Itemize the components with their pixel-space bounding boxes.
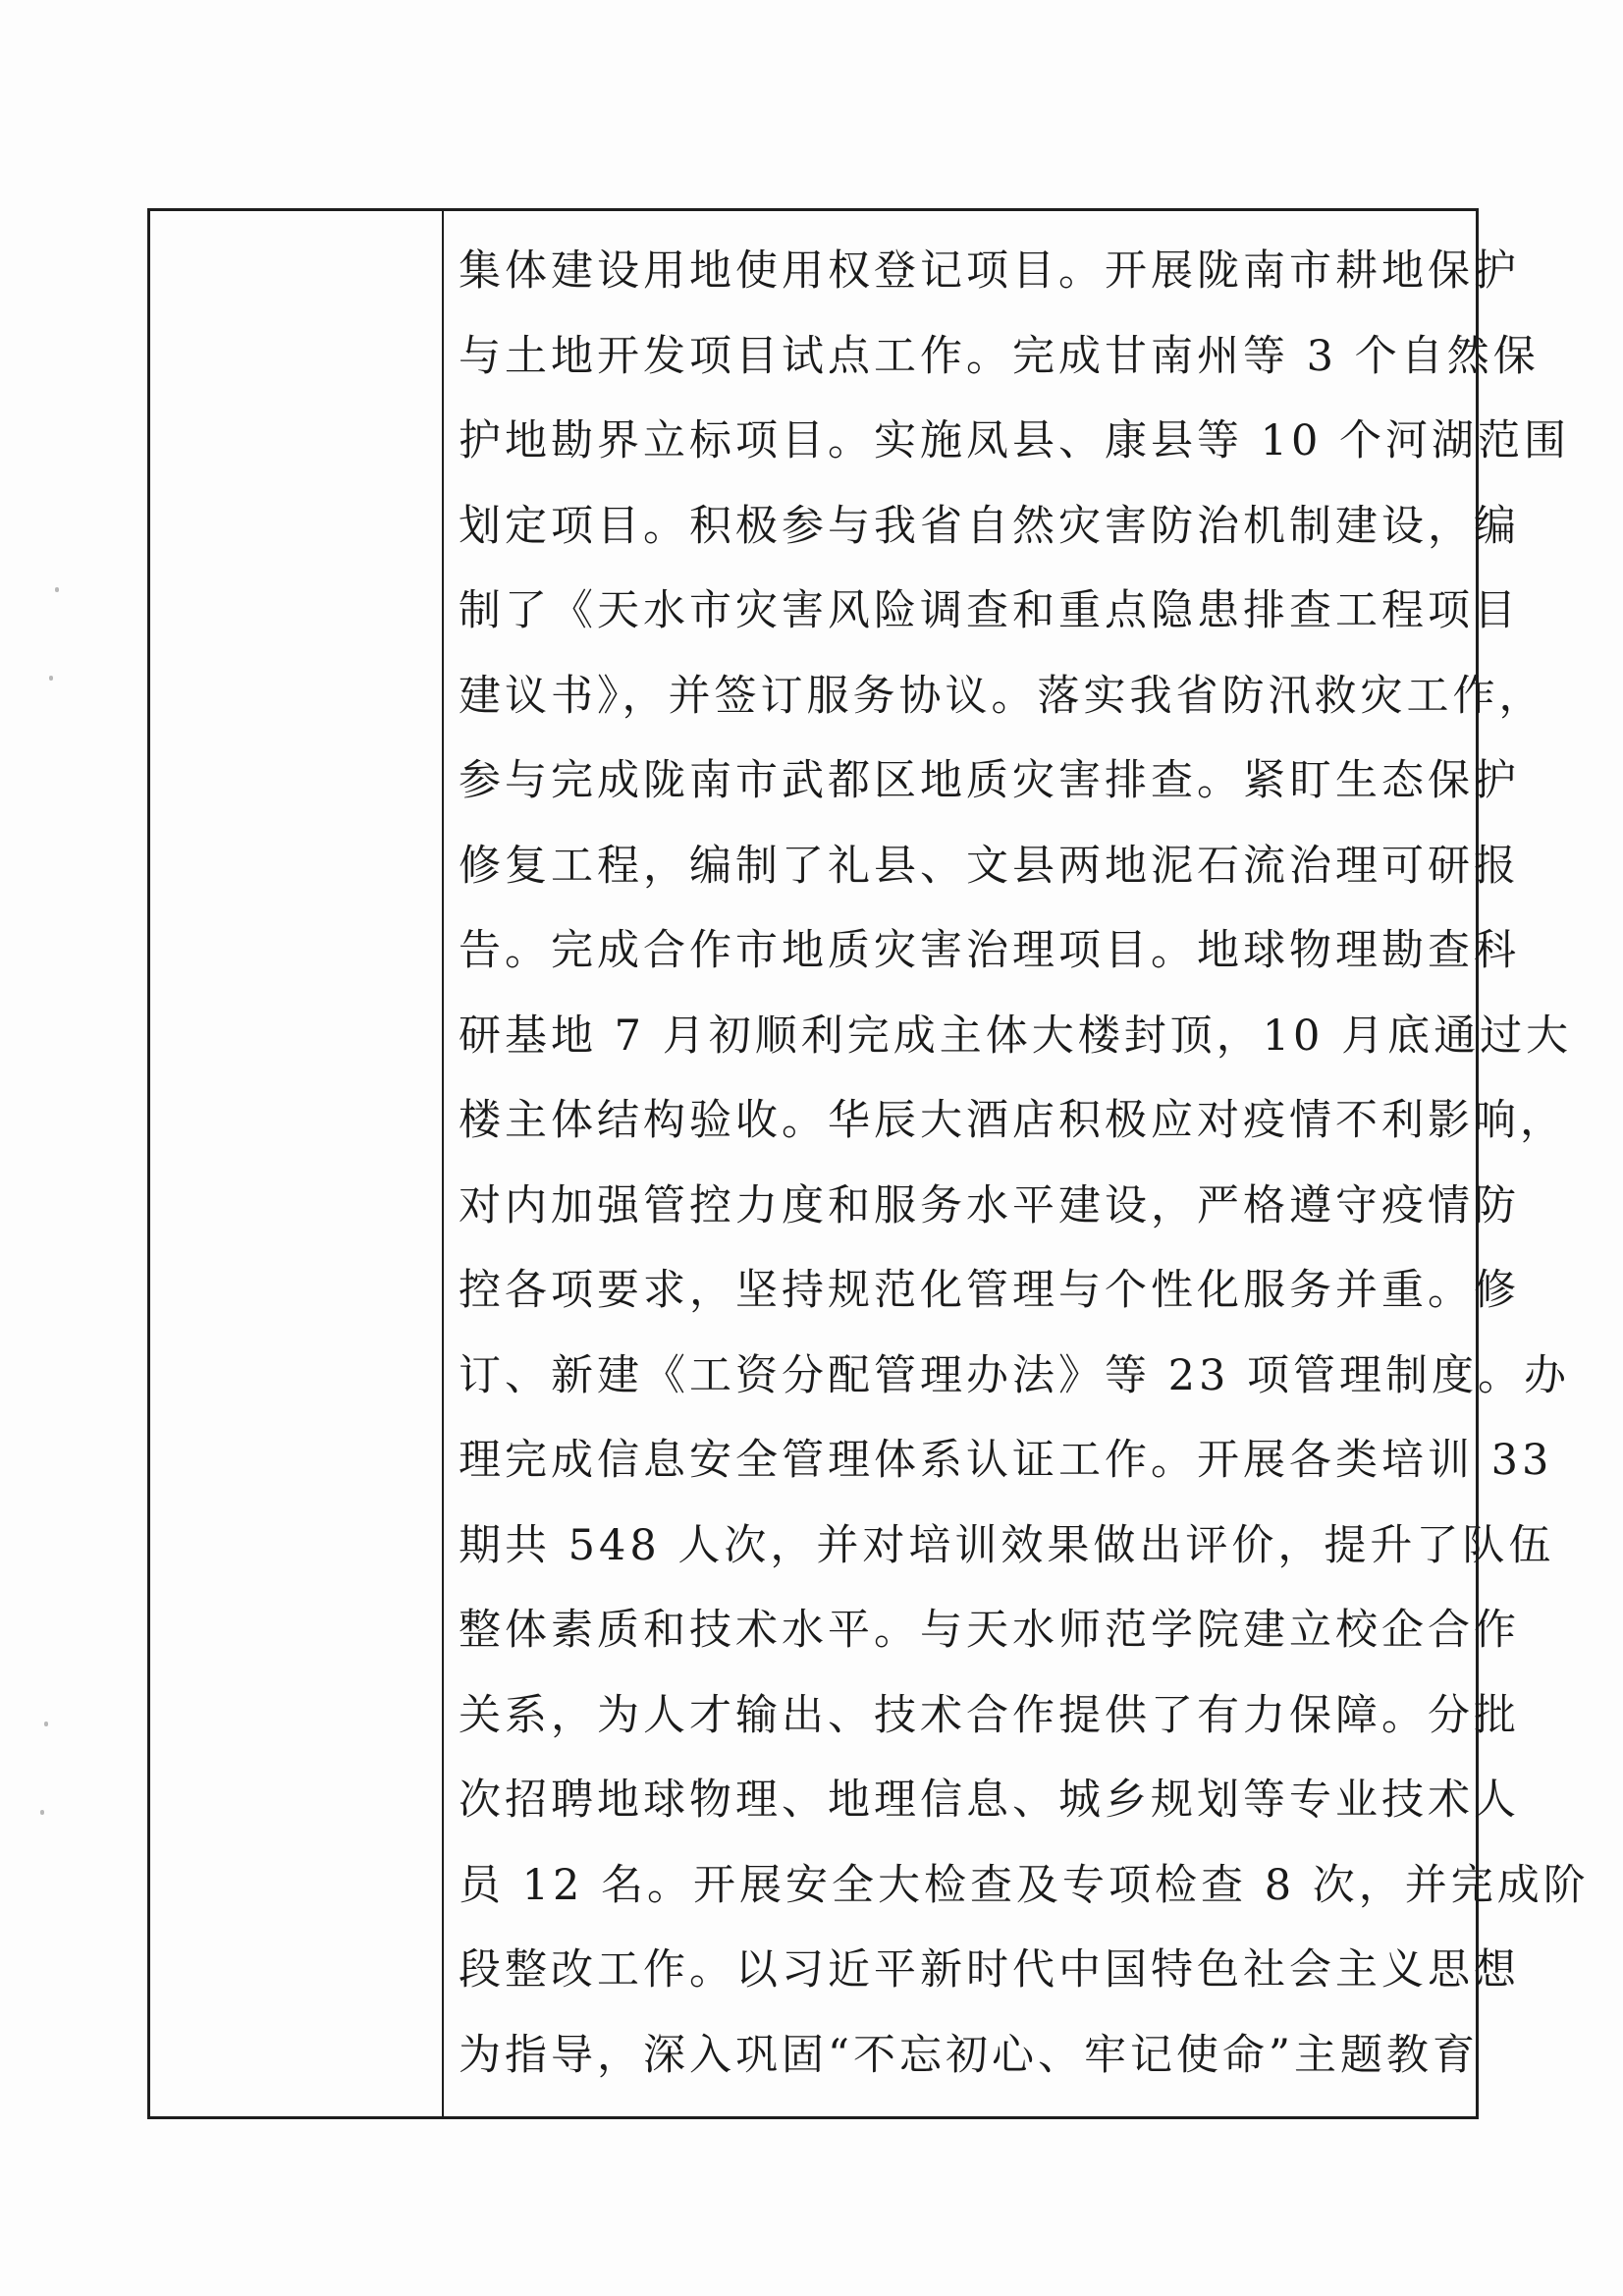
text-line: 次招聘地球物理、地理信息、城乡规划等专业技术人 <box>459 1776 1520 1825</box>
text-line: 理完成信息安全管理体系认证工作。开展各类培训 33 <box>459 1436 1553 1485</box>
text-line: 订、新建《工资分配管理办法》等 23 项管理制度。办 <box>459 1350 1571 1400</box>
text-line: 修复工程，编制了礼县、文县两地泥石流治理可研报 <box>459 841 1520 891</box>
text-line: 期共 548 人次，并对培训效果做出评价，提升了队伍 <box>459 1520 1555 1570</box>
text-line: 为指导，深入巩固“不忘初心、牢记使命”主题教育 <box>459 2030 1479 2080</box>
text-line: 与土地开发项目试点工作。完成甘南州等 3 个自然保 <box>459 331 1540 381</box>
scan-speck <box>49 676 53 681</box>
table-label-cell <box>150 211 444 2116</box>
text-line: 集体建设用地使用权登记项目。开展陇南市耕地保护 <box>459 246 1520 296</box>
text-line: 参与完成陇南市武都区地质灾害排查。紧盯生态保护 <box>459 756 1520 805</box>
text-line: 制了《天水市灾害风险调查和重点隐患排查工程项目 <box>459 586 1520 635</box>
text-line: 员 12 名。开展安全大检查及专项检查 8 次，并完成阶 <box>459 1860 1590 1910</box>
text-line: 控各项要求，坚持规范化管理与个性化服务并重。修 <box>459 1266 1520 1315</box>
text-line: 建议书》，并签订服务协议。落实我省防汛救灾工作， <box>459 671 1545 721</box>
table-content-cell <box>446 211 1590 2116</box>
scan-speck <box>55 587 59 592</box>
text-line: 楼主体结构验收。华辰大酒店积极应对疫情不利影响， <box>459 1096 1566 1145</box>
text-line: 整体素质和技术水平。与天水师范学院建立校企合作 <box>459 1606 1520 1655</box>
text-line: 关系，为人才输出、技术合作提供了有力保障。分批 <box>459 1690 1520 1740</box>
text-line: 研基地 7 月初顺利完成主体大楼封顶，10 月底通过大 <box>459 1011 1573 1061</box>
text-line: 对内加强管控力度和服务水平建设，严格遵守疫情防 <box>459 1180 1520 1230</box>
text-line: 划定项目。积极参与我省自然灾害防治机制建设，编 <box>459 501 1520 551</box>
text-line: 告。完成合作市地质灾害治理项目。地球物理勘查科 <box>459 926 1520 975</box>
scan-speck <box>40 1810 44 1815</box>
scan-speck <box>44 1722 48 1726</box>
text-line: 护地勘界立标项目。实施凤县、康县等 10 个河湖范围 <box>459 416 1571 465</box>
report-table <box>147 208 1590 2119</box>
text-line: 段整改工作。以习近平新时代中国特色社会主义思想 <box>459 1945 1520 1995</box>
content-paragraph <box>459 229 1590 2098</box>
